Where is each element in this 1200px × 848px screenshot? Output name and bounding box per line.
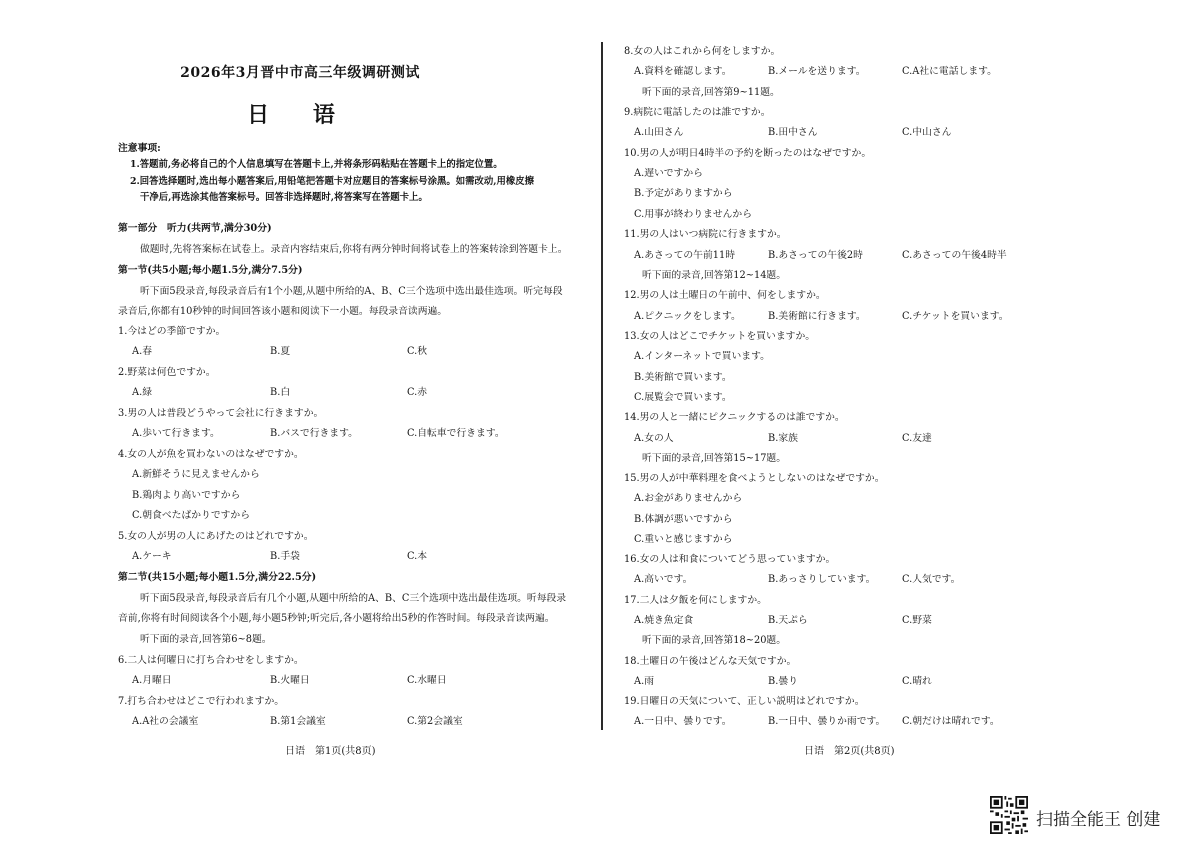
option-b: B.田中さん bbox=[768, 127, 818, 138]
exam-page-2 bbox=[600, 0, 1200, 848]
option-b: B.美術館で買います。 bbox=[634, 372, 732, 383]
question-15: 15.男の人が中華料理を食べようとしないのはなぜですか。 bbox=[624, 473, 885, 484]
question-16: 16.女の人は和食についてどう思っていますか。 bbox=[624, 554, 836, 565]
page-footer: 日语 第1页(共8页) bbox=[285, 746, 376, 757]
question-6: 6.二人は何曜日に打ち合わせをしますか。 bbox=[118, 655, 304, 666]
option-a: A.春 bbox=[132, 346, 152, 357]
question-13: 13.女の人はどこでチケットを買いますか。 bbox=[624, 331, 816, 342]
listening-note: 听下面的录音,回答第9~11题。 bbox=[642, 87, 780, 98]
option-c: C.用事が終わりませんから bbox=[634, 209, 753, 220]
option-b: B.手袋 bbox=[270, 551, 300, 562]
option-b: B.曇り bbox=[768, 676, 798, 687]
question-19: 19.日曜日の天気について、正しい説明はどれですか。 bbox=[624, 696, 865, 707]
option-c: C.中山さん bbox=[902, 127, 952, 138]
question-11: 11.男の人はいつ病院に行きますか。 bbox=[624, 229, 787, 240]
option-b: B.バスで行きます。 bbox=[270, 428, 358, 439]
exam-title: 2026年3月晋中市高三年级调研测试 bbox=[180, 65, 420, 81]
option-b: B.天ぷら bbox=[768, 615, 808, 626]
option-b: B.家族 bbox=[768, 433, 798, 444]
option-a: A.緑 bbox=[132, 387, 152, 398]
option-c: C.チケットを買います。 bbox=[902, 311, 1009, 322]
option-a: A.女の人 bbox=[634, 433, 674, 444]
part1-instructions: 做题时,先将答案标在试卷上。录音内容结束后,你将有两分钟时间将试卷上的答案转涂到答题卡上。 bbox=[140, 244, 568, 255]
option-c: C.晴れ bbox=[902, 676, 932, 687]
listening-note: 听下面的录音,回答第18~20题。 bbox=[642, 635, 787, 646]
option-a: A.一日中、曇りです。 bbox=[634, 716, 732, 727]
option-b: B.夏 bbox=[270, 346, 291, 357]
option-c: C.あさっての午後4時半 bbox=[902, 250, 1007, 261]
part1-heading: 第一部分 听力(共两节,满分30分) bbox=[118, 223, 272, 234]
option-b: B.鶏肉より高いですから bbox=[132, 490, 241, 501]
option-c: C.朝食べたばかりですから bbox=[132, 510, 251, 521]
question-4: 4.女の人が魚を買わないのはなぜですか。 bbox=[118, 449, 304, 460]
scanner-watermark bbox=[990, 796, 1180, 836]
question-14: 14.男の人と一緒にピクニックするのは誰ですか。 bbox=[624, 412, 845, 423]
option-b: B.第1会議室 bbox=[270, 716, 326, 727]
option-a: A.遅いですから bbox=[634, 168, 703, 179]
option-a: A.インターネットで買います。 bbox=[634, 351, 770, 362]
option-c: C.人気です。 bbox=[902, 574, 961, 585]
section1-instructions: 听下面5段录音,每段录音后有1个小题,从题中所给的A、B、C三个选项中选出最佳选项。听完每段 bbox=[140, 286, 563, 297]
question-12: 12.男の人は土曜日の午前中、何をしますか。 bbox=[624, 290, 826, 301]
listening-note: 听下面的录音,回答第15~17题。 bbox=[642, 453, 787, 464]
question-2: 2.野菜は何色ですか。 bbox=[118, 367, 216, 378]
notice-heading: 注意事项: bbox=[118, 143, 161, 154]
option-b: B.白 bbox=[270, 387, 291, 398]
option-c: C.本 bbox=[407, 551, 428, 562]
notice-line: 干净后,再选涂其他答案标号。回答非选择题时,将答案写在答题卡上。 bbox=[140, 192, 428, 203]
option-b: B.一日中、曇りか雨です。 bbox=[768, 716, 886, 727]
option-c: C.水曜日 bbox=[407, 675, 447, 686]
option-a: A.ピクニックをします。 bbox=[634, 311, 741, 322]
option-b: B.体調が悪いですから bbox=[634, 514, 733, 525]
option-c: C.展覧会で買います。 bbox=[634, 392, 732, 403]
option-c: C.第2会議室 bbox=[407, 716, 463, 727]
question-7: 7.打ち合わせはどこで行われますか。 bbox=[118, 696, 285, 707]
option-a: A.あさっての午前11時 bbox=[634, 250, 736, 261]
option-b: B.美術館に行きます。 bbox=[768, 311, 866, 322]
section2-instructions: 听下面5段录音,每段录音后有几个小题,从题中所给的A、B、C三个选项中选出最佳选项。听每段录 bbox=[140, 593, 567, 604]
option-a: A.資料を確認します。 bbox=[634, 66, 732, 77]
qr-code-icon bbox=[990, 796, 1028, 834]
option-a: A.焼き魚定食 bbox=[634, 615, 694, 626]
section2-note: 听下面的录音,回答第6~8题。 bbox=[140, 634, 272, 645]
option-b: B.あさっての午後2時 bbox=[768, 250, 863, 261]
option-a: A.新鮮そうに見えませんから bbox=[132, 469, 260, 480]
option-b: B.火曜日 bbox=[270, 675, 310, 686]
option-b: B.メールを送ります。 bbox=[768, 66, 866, 77]
question-1: 1.今はどの季節ですか。 bbox=[118, 326, 226, 337]
question-18: 18.土曜日の午後はどんな天気ですか。 bbox=[624, 656, 797, 667]
option-c: C.秋 bbox=[407, 346, 428, 357]
page-footer: 日语 第2页(共8页) bbox=[804, 746, 895, 757]
option-a: A.ケーキ bbox=[132, 551, 172, 562]
listening-note: 听下面的录音,回答第12~14题。 bbox=[642, 270, 787, 281]
option-c: C.重いと感じますから bbox=[634, 534, 733, 545]
section1-instructions: 录音后,你都有10秒钟的时间回答该小题和阅读下一小题。每段录音读两遍。 bbox=[118, 306, 448, 317]
question-10: 10.男の人が明日4時半の予約を断ったのはなぜですか。 bbox=[624, 148, 872, 159]
notice-line: 1.答题前,务必将自己的个人信息填写在答题卡上,并将条形码粘贴在答题卡上的指定位置。 bbox=[130, 159, 503, 170]
section1-heading: 第一节(共5小题;每小题1.5分,满分7.5分) bbox=[118, 265, 303, 276]
notice-line: 2.回答选择题时,选出每小题答案后,用铅笔把答题卡对应题目的答案标号涂黑。如需改动,用橡皮擦 bbox=[130, 176, 534, 187]
option-a: A.A社の会議室 bbox=[132, 716, 199, 727]
option-c: C.友達 bbox=[902, 433, 932, 444]
option-a: A.月曜日 bbox=[132, 675, 172, 686]
option-b: B.あっさりしています。 bbox=[768, 574, 876, 585]
question-5: 5.女の人が男の人にあげたのはどれですか。 bbox=[118, 531, 314, 542]
subject-title: 日 语 bbox=[247, 102, 353, 128]
option-c: C.自転車で行きます。 bbox=[407, 428, 505, 439]
option-c: C.朝だけは晴れです。 bbox=[902, 716, 1000, 727]
option-a: A.山田さん bbox=[634, 127, 684, 138]
option-a: A.雨 bbox=[634, 676, 654, 687]
question-17: 17.二人は夕飯を何にしますか。 bbox=[624, 595, 767, 606]
option-a: A.お金がありませんから bbox=[634, 493, 743, 504]
question-9: 9.病院に電話したのは誰ですか。 bbox=[624, 107, 771, 118]
question-8: 8.女の人はこれから何をしますか。 bbox=[624, 46, 781, 57]
option-a: A.歩いて行きます。 bbox=[132, 428, 220, 439]
option-c: C.野菜 bbox=[902, 615, 932, 626]
option-b: B.予定がありますから bbox=[634, 188, 733, 199]
option-c: C.赤 bbox=[407, 387, 428, 398]
section2-instructions: 音前,你将有时间阅读各个小题,每小题5秒钟;听完后,各小题将给出5秒的作答时间。每段录音读两遍。 bbox=[118, 613, 555, 624]
watermark-text: 扫描全能王 创建 bbox=[1036, 810, 1161, 830]
section2-heading: 第二节(共15小题;每小题1.5分,满分22.5分) bbox=[118, 572, 317, 583]
question-3: 3.男の人は普段どうやって会社に行きますか。 bbox=[118, 408, 324, 419]
option-a: A.高いです。 bbox=[634, 574, 693, 585]
option-c: C.A社に電話します。 bbox=[902, 66, 997, 77]
